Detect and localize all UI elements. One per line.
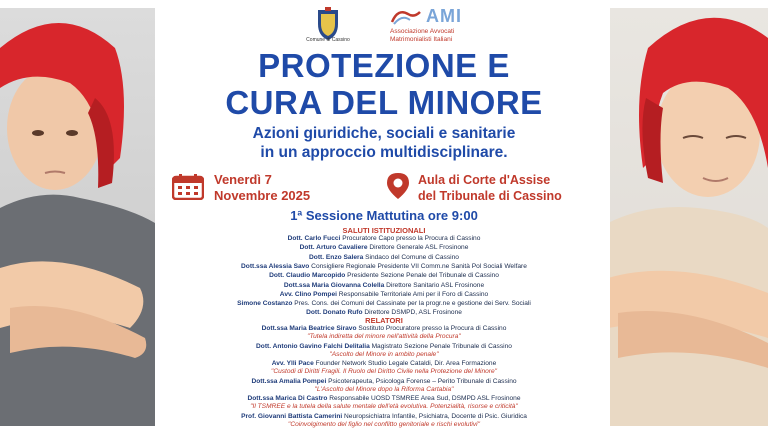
speaker-name: Dott. Enzo Salera <box>309 253 364 261</box>
speaker-role: Responsabile Territoriale Ami per il Foro di Cassino <box>336 290 489 298</box>
speaker-name: Prof. Giovanni Battista Camerini <box>241 412 343 420</box>
speaker-role: Procuratore Capo presso la Procura di Cassino <box>340 235 481 242</box>
ami-logo <box>388 6 528 44</box>
photo-child-right <box>608 8 768 426</box>
talk-title: "Coinvolgimento del figlio nel conflitto genitoriale e rischi evolutivi" <box>288 420 480 428</box>
title-line-1: PROTEZIONE E <box>258 47 510 84</box>
speaker-name: Avv. Ylli Pace <box>271 360 314 367</box>
event-place-line-2: del Tribunale di Cassino <box>418 189 562 203</box>
saluti-heading: SALUTI ISTITUZIONALI <box>342 226 426 235</box>
saluti-item <box>158 244 610 252</box>
speaker-role: Direttore Sanitario ASL Frosinone <box>384 281 485 289</box>
ami-wordmark: AMI <box>426 6 462 26</box>
speaker-role: Responsabile UOSD TSMREE Area Sud, DSMPD ASL Frosinone <box>327 395 521 402</box>
poster-panel <box>158 0 610 435</box>
saluti-item <box>158 235 610 243</box>
relatori-item <box>158 325 610 333</box>
ami-subtitle-2: Matrimonialisti Italiani <box>390 36 453 43</box>
relatori-item <box>158 413 610 421</box>
session-title: 1ª Sessione Mattutina ore 9:00 <box>290 208 478 223</box>
speaker-role: Neuropsichiatra Infantile, Psichiatra, Docente di Psic. Giuridica <box>342 412 527 420</box>
speaker-role: Presidente Sezione Penale del Tribunale di Cassino <box>345 272 499 280</box>
location-pin-icon <box>386 172 410 200</box>
speaker-role: Direttore DSMPD, ASL Frosinone <box>362 309 462 317</box>
saluti-item <box>158 282 610 290</box>
comune-caption: Comune di Cassino <box>306 37 350 43</box>
saluti-item <box>158 300 610 308</box>
saluti-item <box>158 272 610 280</box>
speaker-role: Sostituto Procuratore presso la Procura di Cassino <box>356 325 507 332</box>
speaker-role: Pres. Cons. dei Comuni del Cassinate per la progr.ne e gestione dei Serv. Sociali <box>292 300 531 308</box>
talk-title: "Tutela indiretta del minore nell'attività della Procura" <box>307 333 461 340</box>
speaker-name: Dott.ssa Maria Beatrice Siravo <box>261 325 357 332</box>
event-place-line-1: Aula di Corte d'Assise <box>418 173 551 187</box>
saluti-item <box>158 309 610 317</box>
ami-swirl-icon <box>390 8 422 26</box>
relatori-item <box>158 360 610 368</box>
speaker-name: Dott. Antonio Gavino Falchi Delitalia <box>256 342 370 350</box>
speaker-name: Dott. Claudio Marcopido <box>269 272 346 280</box>
event-date <box>214 172 310 204</box>
speaker-role: Direttore Generale ASL Frosinone <box>367 244 469 252</box>
speaker-name: Dott.ssa Amalia Pompei <box>251 377 327 385</box>
speaker-role: Founder Network Studio Legale Cataldi, Dir. Area Formazione <box>313 360 497 367</box>
relatori-item <box>158 378 610 386</box>
speaker-name: Dott.ssa Marica Di Castro <box>247 395 328 402</box>
title-line-2: CURA DEL MINORE <box>225 84 543 121</box>
speaker-role: Sindaco del Comune di Cassino <box>363 253 459 261</box>
event-date-line-1: Venerdì 7 <box>214 172 272 187</box>
relatori-item <box>158 343 610 351</box>
saluti-item <box>158 291 610 299</box>
speaker-name: Dott. Arturo Cavaliere <box>299 244 368 252</box>
saluti-item <box>158 263 610 271</box>
talk-title: "L'Ascolto del Minore dopo la Riforma Cartabia" <box>314 385 454 393</box>
event-date-line-2: Novembre 2025 <box>214 188 311 203</box>
subtitle-line-1: Azioni giuridiche, sociali e sanitarie <box>252 125 516 142</box>
talk-title: "Custodi di Diritti Fragili. Il Ruolo del Diritto Civile nella Protezione del Minore" <box>270 368 498 375</box>
photo-child-left <box>0 8 155 426</box>
saluti-item <box>158 254 610 262</box>
speaker-name: Avv. Clino Pompei <box>279 290 337 298</box>
speaker-role: Consigliere Regionale Presidente VII Comm.ne Sanità Pol Sociali Welfare <box>309 262 527 270</box>
speaker-name: Simone Costanzo <box>237 300 293 308</box>
speaker-name: Dott.ssa Alessia Savo <box>241 262 310 270</box>
event-place <box>418 172 562 204</box>
subtitle-line-2: in un approccio multidisciplinare. <box>260 144 508 161</box>
calendar-icon <box>172 174 204 200</box>
talk-title: "Il TSMREE e la tutela della salute mentale dell'età evolutiva. Potenzialità, risorse e criticità" <box>250 403 518 410</box>
ami-subtitle-1: Associazione Avvocati <box>390 28 455 35</box>
speaker-name: Dott. Donato Rufo <box>306 309 363 317</box>
relatori-item <box>158 395 610 403</box>
speaker-role: Psicoterapeuta, Psicologa Forense – Perito Tribunale di Cassino <box>326 377 517 385</box>
logos-row <box>158 4 610 44</box>
talk-title: "Ascolto del Minore in ambito penale" <box>329 350 439 358</box>
speaker-role: Magistrato Sezione Penale Tribunale di Cassino <box>369 342 512 350</box>
speaker-name: Dott. Carlo Fucci <box>287 235 341 242</box>
relatori-heading: RELATORI <box>365 316 403 325</box>
speaker-name: Dott.ssa Maria Giovanna Colella <box>283 281 385 289</box>
